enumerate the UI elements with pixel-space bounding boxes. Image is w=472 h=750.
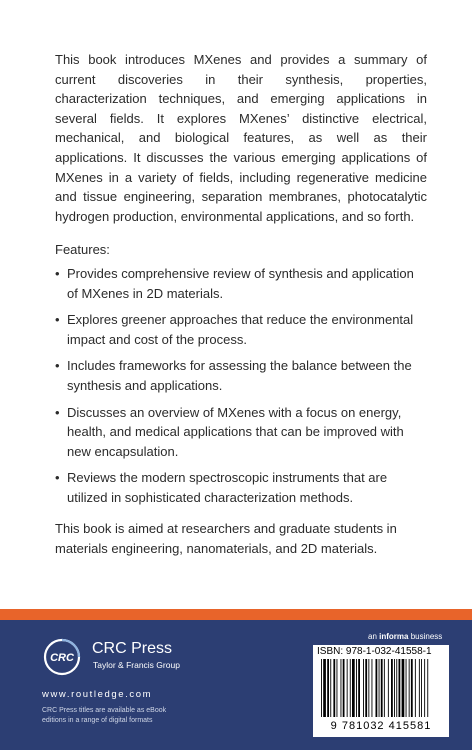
intro-paragraph: This book introduces MXenes and provides a summary of current discoveries in their synthesis, properties, characterization techniques, and emerging applications in several fields. It explores MXenes’ distinctive electrical, mechanical, and biological features, as well as their applications. It discusses the various emerging applications of MXenes in a variety of fields, including regenerative medicine and tissue engineering, separation membranes, photocatalytic hydrogen production, environmental applications, and so forth. bbox=[55, 52, 427, 224]
closing-paragraph: This book is aimed at researchers and graduate students in materials engineering, nanomaterials, and 2D materials. bbox=[55, 521, 397, 557]
back-cover-text bbox=[55, 50, 427, 559]
barcode-panel bbox=[313, 645, 449, 737]
bullet-icon: • bbox=[55, 404, 60, 420]
barcode-icon bbox=[317, 659, 445, 719]
bullet-icon: • bbox=[55, 358, 60, 374]
informa-business-label: an informa business bbox=[368, 632, 443, 641]
feature-item: • Reviews the modern spectroscopic instruments that are utilized in sophisticated characterization methods. bbox=[55, 470, 388, 505]
isbn-text: ISBN: 978-1-032-41558-1 bbox=[317, 646, 432, 657]
feature-item: • Includes frameworks for assessing the balance between the synthesis and applications. bbox=[55, 358, 412, 393]
logo-text: CRC bbox=[50, 652, 74, 664]
bullet-icon: • bbox=[55, 312, 60, 328]
feature-item: • Discusses an overview of MXenes with a focus on energy, health, and medical applications that can be improved with new encapsulation. bbox=[55, 404, 404, 459]
feature-item: • Provides comprehensive review of synthesis and application of MXenes in 2D materials. bbox=[55, 265, 414, 301]
crc-logo-icon bbox=[42, 637, 82, 677]
ebook-note: CRC Press titles are available as eBook editions in a range of digital formats bbox=[42, 707, 167, 724]
feature-item: • Explores greener approaches that reduce the environmental impact and cost of the process. bbox=[55, 312, 414, 347]
website-link[interactable]: www.routledge.com bbox=[42, 689, 153, 700]
features-heading: Features: bbox=[55, 242, 110, 258]
bullet-icon: • bbox=[55, 470, 60, 486]
bullet-icon: • bbox=[55, 265, 60, 281]
accent-stripe bbox=[0, 609, 472, 620]
publisher-name: CRC Press bbox=[92, 640, 173, 657]
features-list bbox=[55, 264, 427, 508]
barcode-digits: 9 781032 415581 bbox=[330, 720, 432, 732]
publisher-group: Taylor & Francis Group bbox=[93, 660, 180, 670]
